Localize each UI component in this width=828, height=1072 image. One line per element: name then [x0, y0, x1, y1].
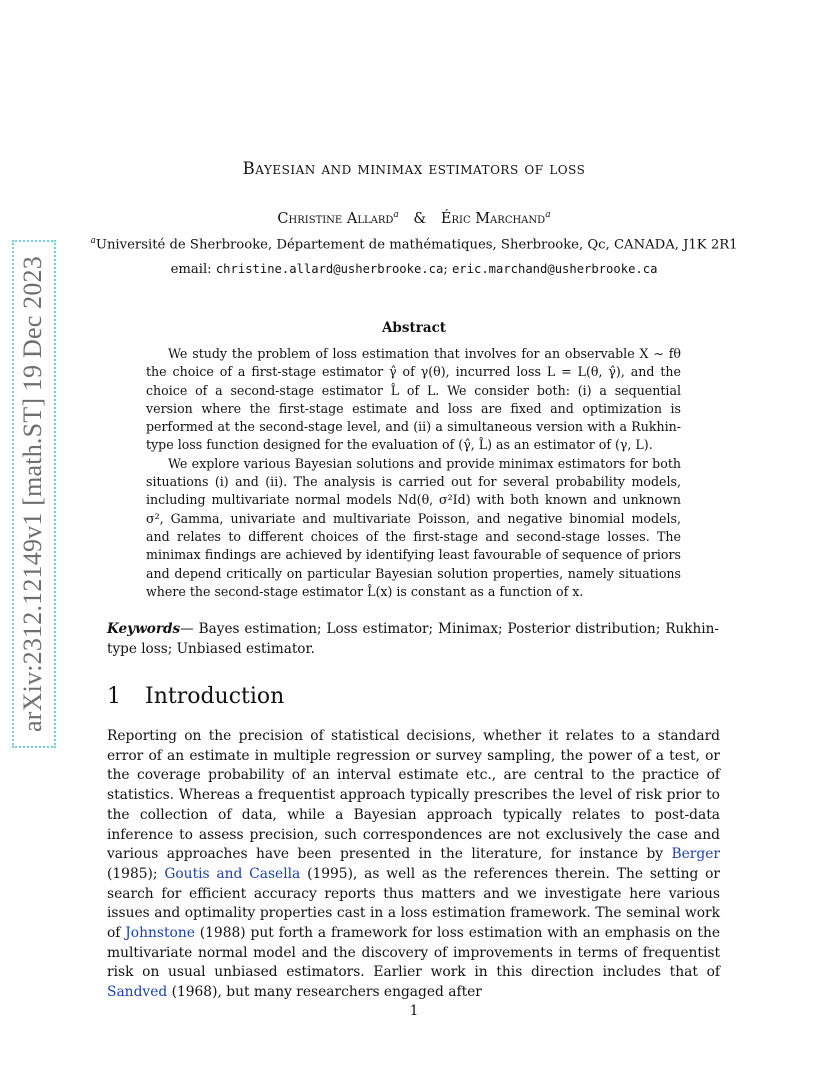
section-heading: [107, 684, 284, 709]
email-label: email:: [170, 262, 212, 277]
abstract-paragraph: We explore various Bayesian solutions and provide minimax estimators for both situations (i) and (ii). The analysis is carried out for several probability models, including multivariate normal models Nd(θ, σ²Id) with both known and unknown σ², Gamma, univariate and multivariate Poisson, and negative binomial models, and relates to different choices of the first-stage and second-stage losses. The minimax findings are achieved by identifying least favourable of sequence of priors and depend critically on particular Bayesian solution properties, namely situations where the second-stage estimator L̂(x) is constant as a function of x.: [146, 455, 681, 599]
citation-link[interactable]: Goutis and Casella: [164, 865, 301, 882]
body-text: , as well as the references therein. The setting or search for efficient accuracy reports thus matters and we investigate here various issues and optimality properties cast in a loss estimation framework. The seminal work of: [107, 865, 721, 942]
body-text: put forth a framework for loss estimation with an emphasis on the multivariate normal model and the discovery of improvements in terms of frequentist risk on usual unbiased estimators. Earlier work in this direction includes that of: [107, 925, 720, 981]
intro-paragraph: [107, 727, 720, 1003]
email-separator: ;: [443, 262, 448, 277]
email-address[interactable]: eric.marchand@usherbrooke.ca: [451, 262, 658, 276]
abstract-heading: Abstract: [381, 320, 447, 336]
email-address[interactable]: christine.allard@usherbrooke.ca: [215, 262, 444, 276]
email-line: [0, 262, 828, 277]
citation-year: (1988): [199, 925, 246, 942]
body-text: Reporting on the precision of statistical decisions, whether it relates to a standard error of an estimate in multiple regression or survey sampling, the power of a test, or the coverage probability of an interval estimate etc., are central to the practice of statistics. Whereas a frequentist approach typically prescribes the level of risk prior to the collection of data, while a Bayesian approach typically relates to post-data inference to assess precision, such correspondences are not exclusively the case and various approaches have been presented in the literature, for instance by: [107, 728, 720, 863]
body-text: , but many researchers engaged after: [217, 984, 482, 1001]
keywords-text: — Bayes estimation; Loss estimator; Minimax; Posterior distribution; Rukhin-type loss; Unbiased estimator.: [107, 621, 719, 657]
paper-title: Bayesian and minimax estimators of loss: [242, 159, 586, 178]
citation-year: (1968): [171, 984, 218, 1001]
affiliation-marker: a: [545, 210, 551, 220]
citation-year: (1995): [307, 865, 353, 882]
citation-year: (1985): [107, 865, 153, 882]
keywords: [107, 619, 719, 659]
citation-link[interactable]: Sandved: [107, 984, 168, 1001]
citation-link[interactable]: Johnstone: [125, 925, 195, 942]
introduction-body: [107, 727, 720, 1003]
affiliation: [0, 236, 828, 252]
citation-link[interactable]: Berger: [671, 846, 720, 863]
affiliation-marker: a: [90, 236, 96, 246]
abstract-body: [146, 345, 681, 601]
keywords-label: Keywords: [107, 621, 181, 637]
section-title: Introduction: [145, 684, 285, 709]
author-name: Christine Allard: [277, 210, 394, 227]
section-number: 1: [107, 684, 121, 709]
affiliation-text: Université de Sherbrooke, Département de mathématiques, Sherbrooke, Qc, CANADA, J1K 2R1: [95, 237, 738, 253]
affiliation-marker: a: [393, 210, 399, 220]
page-number: 1: [409, 1003, 419, 1019]
arxiv-identifier: arXiv:2312.12149v1 [math.ST] 19 Dec 2023: [18, 256, 47, 732]
abstract-paragraph: We study the problem of loss estimation that involves for an observable X ∼ fθ the choice of a first-stage estimator γ̂ of γ(θ), incurred loss L = L(θ, γ̂), and the choice of a second-stage estimator L̂ of L. We consider both: (i) a sequential version where the first-stage estimate and loss are fixed and optimization is performed at the second-stage level, and (ii) a simultaneous version with a Rukhin-type loss function designed for the evaluation of (γ̂, L̂) as an estimator of (γ, L).: [146, 346, 681, 453]
author-name: Éric Marchand: [440, 210, 546, 227]
body-text: ;: [152, 865, 165, 882]
author-separator: &: [413, 210, 427, 227]
author-line: [0, 210, 828, 227]
